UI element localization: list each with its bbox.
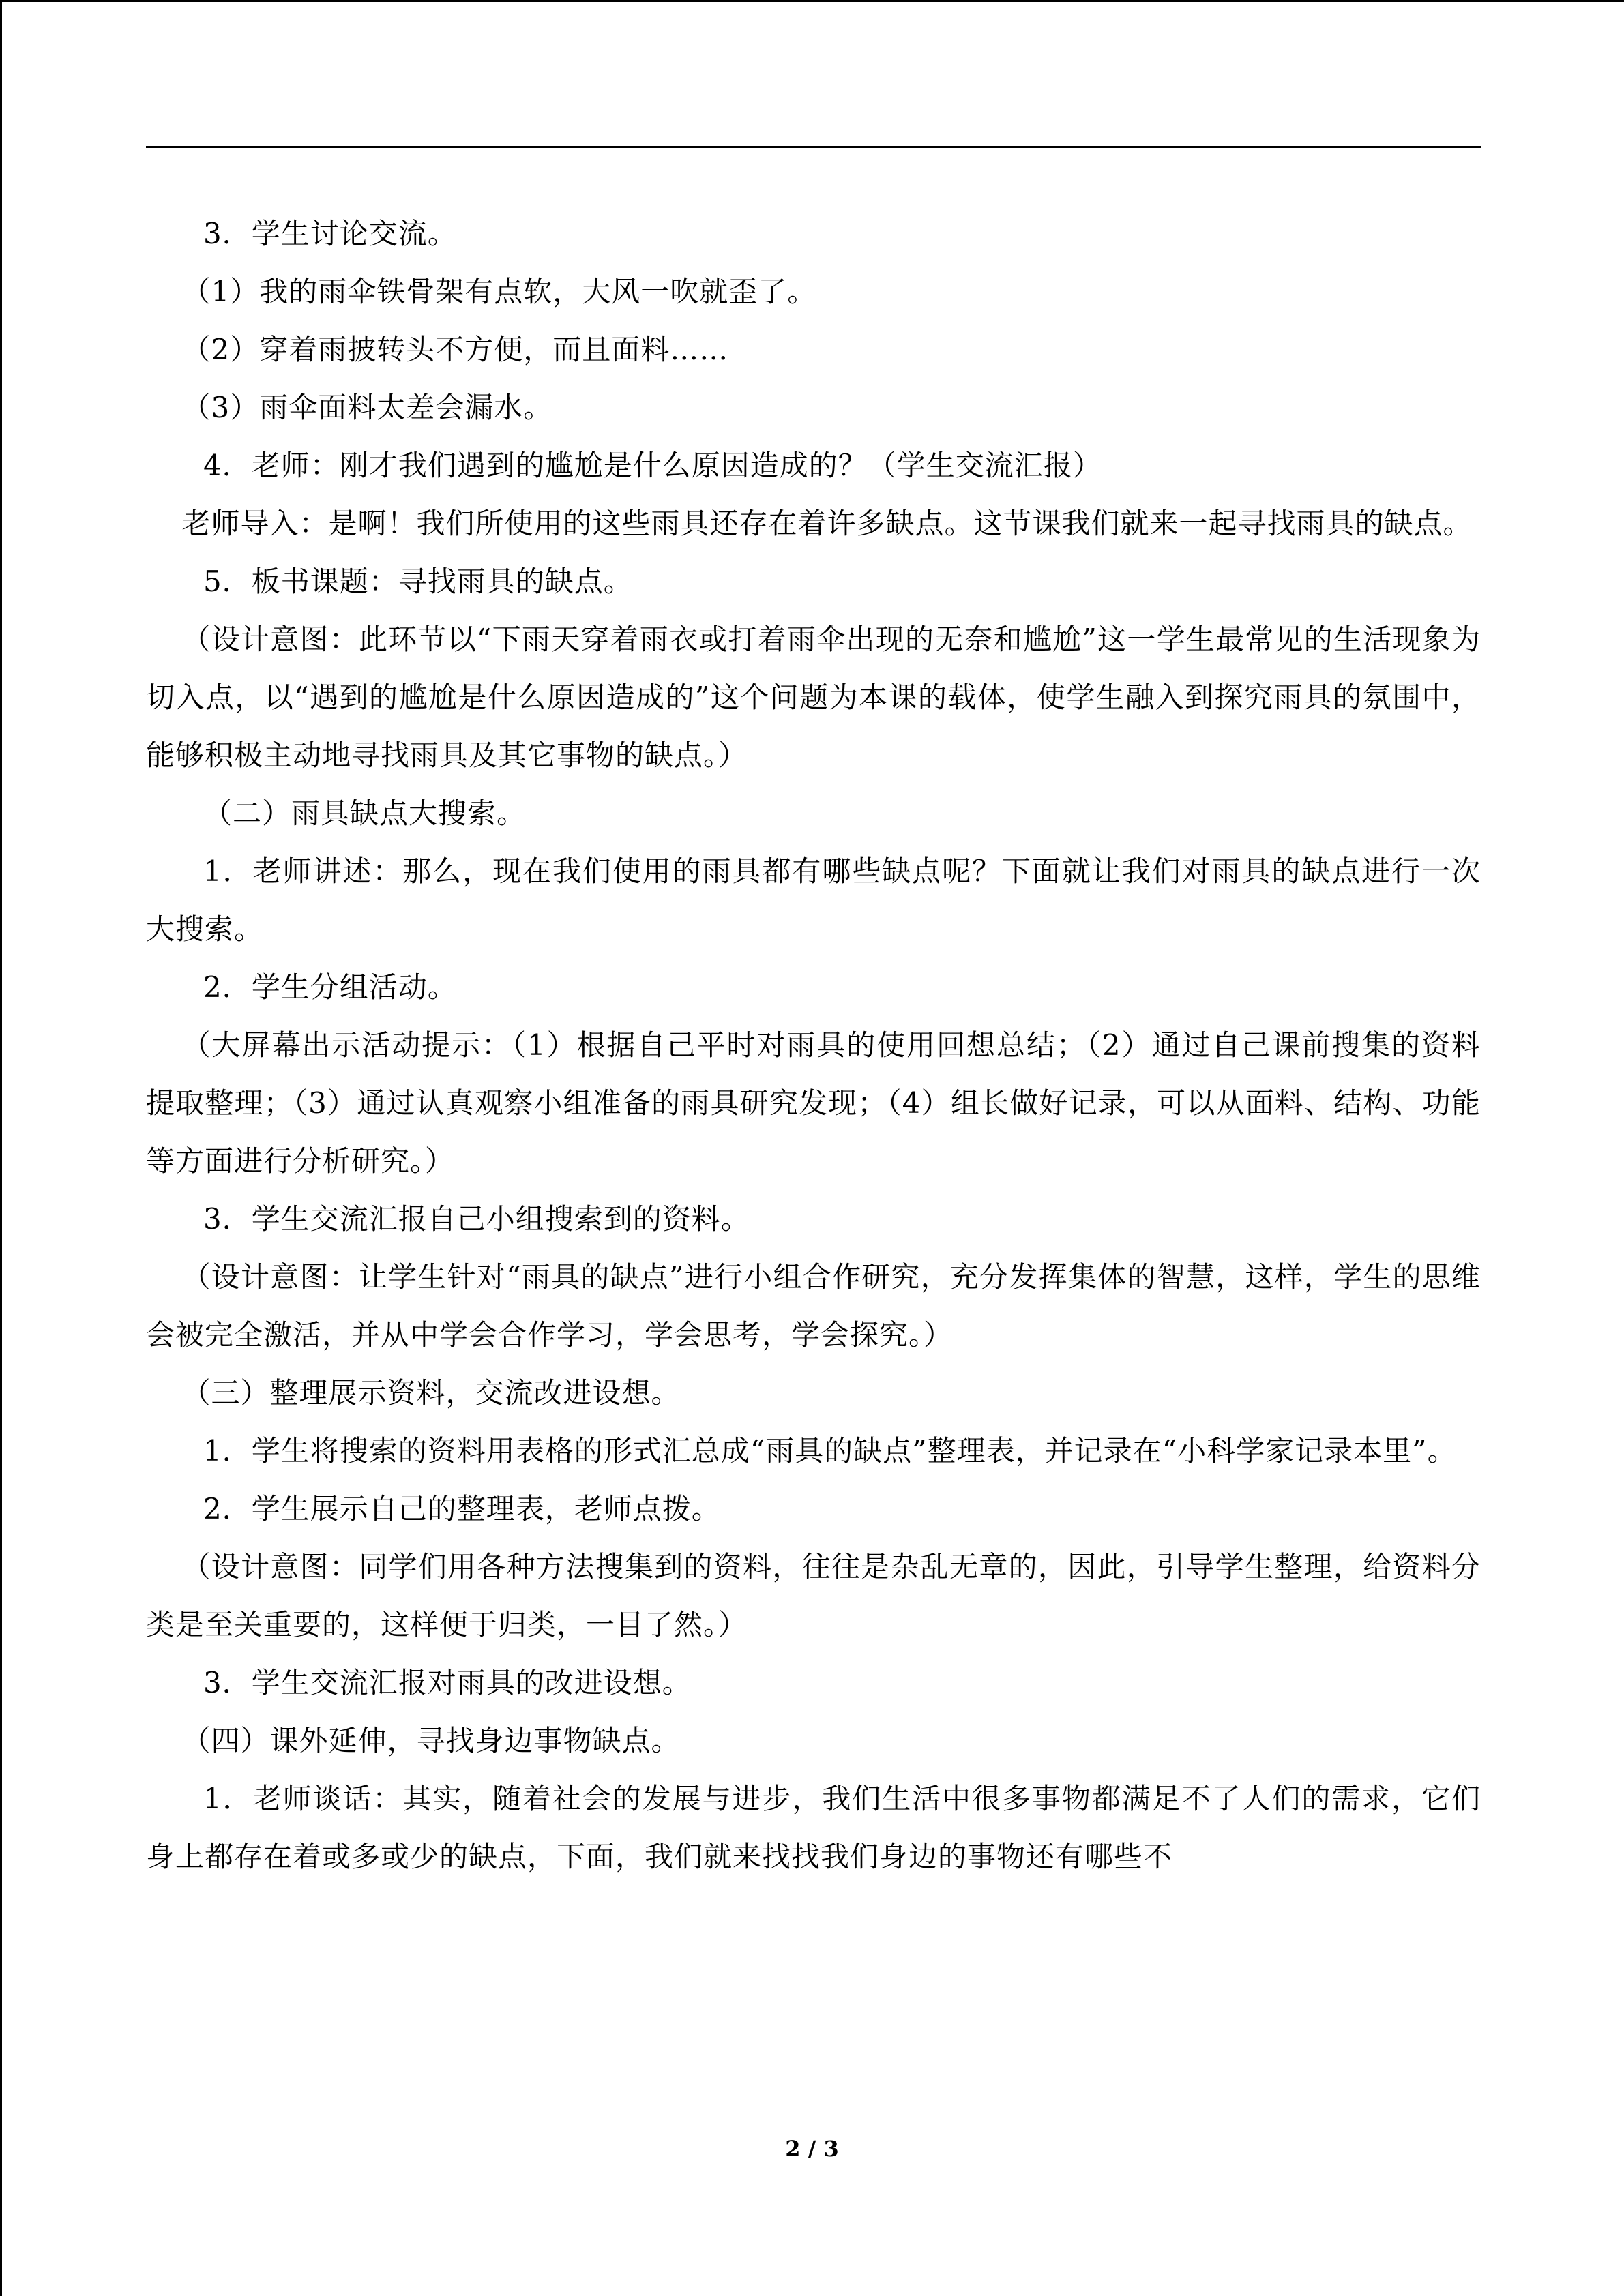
paragraph: （四）课外延伸，寻找身边事物缺点。 xyxy=(181,1724,681,1757)
paragraph: （1）我的雨伞铁骨架有点软，大风一吹就歪了。 xyxy=(181,275,817,308)
document-body xyxy=(146,205,1481,1885)
paragraph: 1．学生将搜索的资料用表格的形式汇总成“雨具的缺点”整理表，并记录在“小科学家记录本里”。 xyxy=(203,1434,1457,1467)
paragraph: 5．板书课题：寻找雨具的缺点。 xyxy=(203,565,633,598)
paragraph: 2．学生分组活动。 xyxy=(203,970,457,1004)
header-rule xyxy=(146,146,1481,148)
paragraph: （二）雨具缺点大搜索。 xyxy=(203,796,527,830)
paragraph: 3．学生交流汇报自己小组搜索到的资料。 xyxy=(203,1202,750,1236)
paragraph: 3．学生讨论交流。 xyxy=(203,217,457,250)
paragraph: 1．老师谈话：其实，随着社会的发展与进步，我们生活中很多事物都满足不了人们的需求，它们身上都存在着或多或少的缺点，下面，我们就来找找我们身边的事物还有哪些不 xyxy=(146,1782,1481,1873)
paragraph: 3．学生交流汇报对雨具的改进设想。 xyxy=(203,1666,692,1699)
paragraph: 老师导入：是啊！我们所使用的这些雨具还存在着许多缺点。这节课我们就来一起寻找雨具的缺点。 xyxy=(181,507,1473,540)
paragraph: （设计意图：此环节以“下雨天穿着雨衣或打着雨伞出现的无奈和尴尬”这一学生最常见的生活现象为切入点，以“遇到的尴尬是什么原因造成的”这个问题为本课的载体，使学生融入到探究雨具的氛围中，能够积极主动地寻找雨具及其它事物的缺点。） xyxy=(146,623,1481,772)
paragraph: （设计意图：让学生针对“雨具的缺点”进行小组合作研究，充分发挥集体的智慧，这样，学生的思维会被完全激活，并从中学会合作学习，学会思考，学会探究。） xyxy=(146,1260,1481,1352)
paragraph: （三）整理展示资料，交流改进设想。 xyxy=(181,1376,681,1410)
paragraph: 2．学生展示自己的整理表，老师点拨。 xyxy=(203,1492,721,1525)
paragraph: （设计意图：同学们用各种方法搜集到的资料，往往是杂乱无章的，因此，引导学生整理，给资料分类是至关重要的，这样便于归类，一目了然。） xyxy=(146,1550,1481,1641)
paragraph: （大屏幕出示活动提示：（1）根据自己平时对雨具的使用回想总结；（2）通过自己课前搜集的资料提取整理；（3）通过认真观察小组准备的雨具研究发现；（4）组长做好记录，可以从面料、结构、功能等方面进行分析研究。） xyxy=(146,1028,1481,1178)
paragraph: （3）雨伞面料太差会漏水。 xyxy=(181,391,553,424)
paragraph: 4．老师：刚才我们遇到的尴尬是什么原因造成的？（学生交流汇报） xyxy=(203,449,1102,482)
paragraph: （2）穿着雨披转头不方便，而且面料…… xyxy=(181,333,729,366)
paragraph: 1．老师讲述：那么，现在我们使用的雨具都有哪些缺点呢？下面就让我们对雨具的缺点进行一次大搜索。 xyxy=(146,854,1481,946)
page-number: 2 / 3 xyxy=(785,2136,839,2162)
